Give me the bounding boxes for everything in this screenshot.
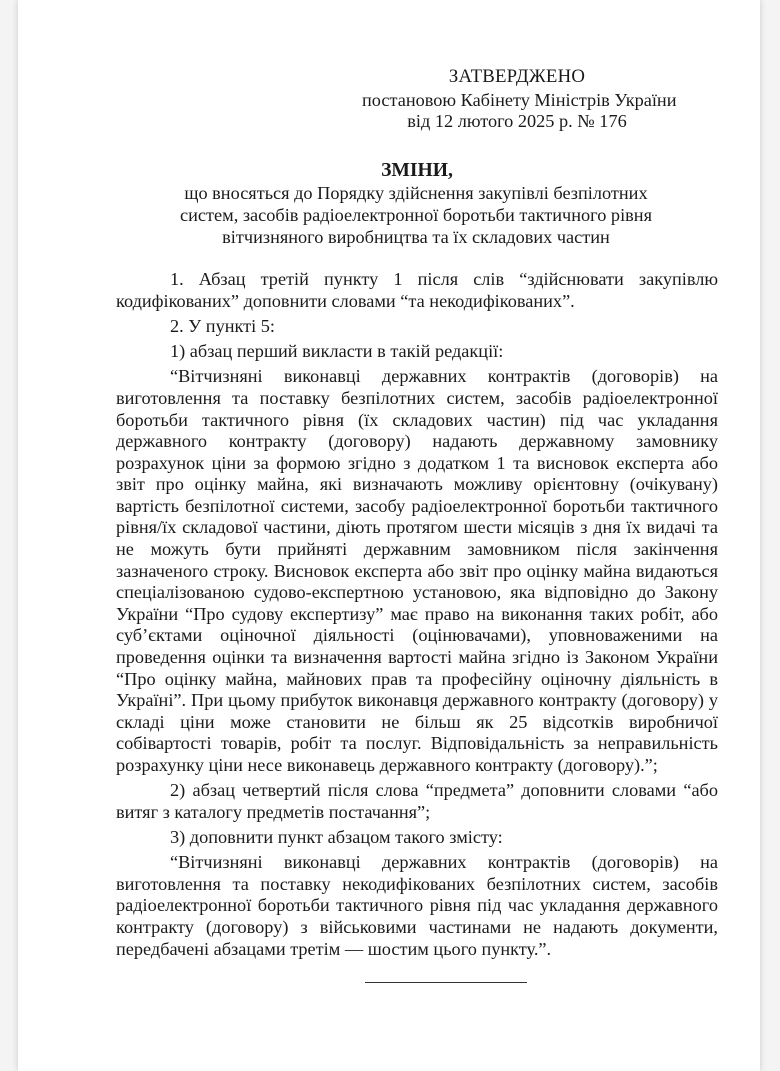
- approval-stamp: [362, 66, 677, 133]
- paragraph-subitem-1: 1) абзац перший викласти в такій редакції:: [170, 341, 504, 362]
- paragraph-item-2: 2. У пункті 5:: [170, 315, 276, 336]
- paragraph-quote-2: “Вітчизняні виконавці державних контрактів (договорів) на виготовлення та поставку некодифікованих безпілотних систем, засобів радіоелектронної боротьби тактичного рівня під час укладання державного контракту (договору) з військовими частинами не надають документи, передбачені абзацами третім — шостим цього пункту.”.: [116, 852, 718, 959]
- approval-label: ЗАТВЕРДЖЕНО: [448, 66, 586, 87]
- paragraph-subitem-3: 3) доповнити пункт абзацом такого змісту:: [170, 826, 503, 847]
- document-page: [18, 0, 760, 1071]
- closing-line: [365, 982, 527, 983]
- document-body: [116, 66, 718, 983]
- document-heading: [116, 160, 718, 248]
- paragraph-item-1: 1. Абзац третій пункту 1 після слів “здійснювати закупівлю кодифікованих” доповнити словами “та некодифікованих”.: [116, 269, 718, 311]
- paragraph-subitem-2: 2) абзац четвертий після слова “предмета” доповнити словами “або витяг з каталогу предметів постачання”;: [116, 780, 718, 822]
- approval-line-2: від 12 лютого 2025 р. № 176: [407, 111, 627, 132]
- document-title: ЗМІНИ,: [381, 159, 453, 181]
- amendments-text: [116, 269, 718, 960]
- document-subtitle: що вносяться до Порядку здійснення закупівлі безпілотних систем, засобів радіоелектронної боротьби тактичного рівня вітчизняного виробництва та їх складових частин: [180, 183, 652, 247]
- approval-line-1: постановою Кабінету Міністрів України: [362, 89, 677, 110]
- paragraph-quote-1: “Вітчизняні виконавці державних контрактів (договорів) на виготовлення та поставку безпілотних систем, засобів радіоелектронної боротьби тактичного рівня (їх складових частин) під час укладання державного контракту (договору) надають державному замовнику розрахунок ціни за формою згідно з додатком 1 та висновок експерта або звіт про оцінку майна, які визначають можливу орієнтовну (очікувану) вартість безпілотної системи, засобу радіоелектронної боротьби тактичного рівня/їх складової частини, діють протягом шести місяців з дня їх видачі та не можуть бути прийняті державним замовником після закінчення зазначеного строку. Висновок експерта або звіт про оцінку майна видаються спеціалізованою судово-експертною установою, яка відповідно до Закону України “Про судову експертизу” має право на виконання таких робіт, або суб’єктами оціночної діяльності (оцінювачами), уповноваженими на проведення оцінки та визначення вартості майна згідно із Законом України “Про оцінку майна, майнових прав та професійну оціночну діяльність в Україні”. При цьому прибуток виконавця державного контракту (договору) у складі ціни може становити не більш як 25 відсотків виробничої собівартості товарів, робіт та послуг. Відповідальність за неправильність розрахунку ціни несе виконавець державного контракту (договору).”;: [116, 366, 718, 775]
